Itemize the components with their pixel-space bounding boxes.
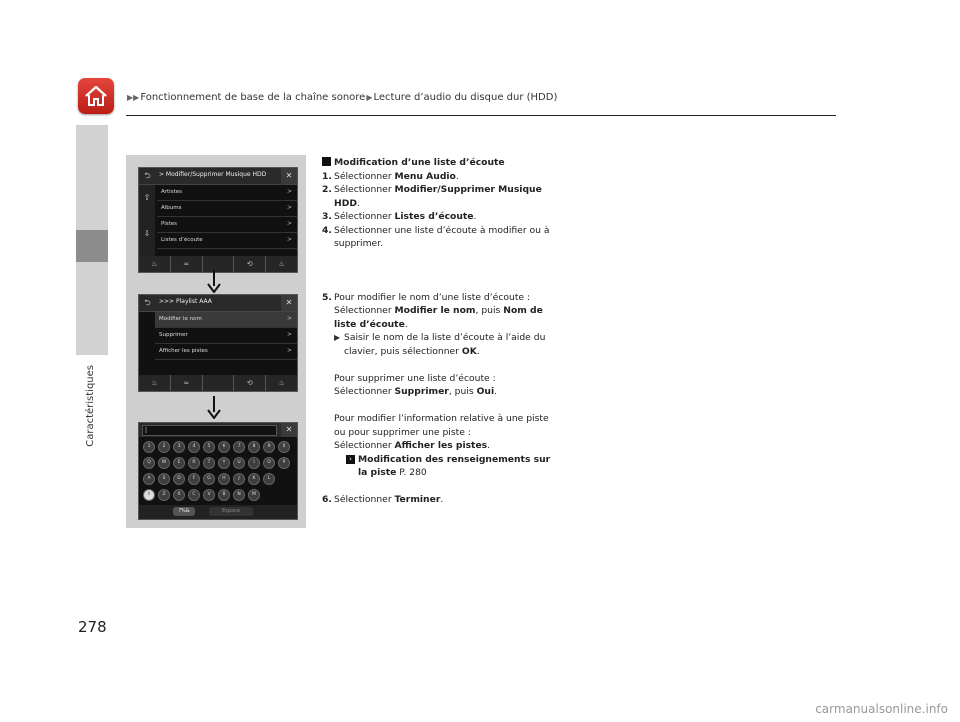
scroll-down-icon[interactable]: ⇩ bbox=[143, 229, 151, 238]
key[interactable]: X bbox=[173, 489, 185, 501]
square-bullet-icon bbox=[322, 157, 331, 166]
key[interactable]: W bbox=[158, 457, 170, 469]
screen-playlist bbox=[138, 294, 298, 392]
key[interactable]: Q bbox=[143, 457, 155, 469]
key[interactable]: 5 bbox=[203, 441, 215, 453]
list-item[interactable]: Listes d’écoute > bbox=[157, 233, 297, 249]
key[interactable]: P bbox=[278, 457, 290, 469]
list-item[interactable]: Modifier le nom > bbox=[155, 312, 297, 328]
list-item[interactable]: Albums > bbox=[157, 201, 297, 217]
key[interactable]: D bbox=[173, 473, 185, 485]
breadcrumb bbox=[126, 92, 557, 103]
recirculation-icon[interactable]: ⟲ bbox=[234, 375, 265, 391]
page-number: 278 bbox=[78, 618, 107, 636]
chevron-right-icon: > bbox=[286, 204, 292, 211]
home-button[interactable] bbox=[78, 78, 114, 114]
space-key[interactable]: Espace bbox=[209, 507, 253, 516]
key[interactable]: G bbox=[203, 473, 215, 485]
key[interactable]: 3 bbox=[173, 441, 185, 453]
key[interactable]: B bbox=[218, 489, 230, 501]
key[interactable]: 9 bbox=[263, 441, 275, 453]
keyboard-footer bbox=[139, 505, 297, 519]
chapter-label: Caractéristiques bbox=[85, 365, 96, 447]
key[interactable]: 4 bbox=[188, 441, 200, 453]
key[interactable]: Y bbox=[218, 457, 230, 469]
keyboard-row bbox=[143, 457, 290, 469]
back-icon[interactable]: ⮌ bbox=[144, 298, 151, 307]
key[interactable]: R bbox=[188, 457, 200, 469]
close-icon[interactable]: ✕ bbox=[281, 295, 297, 311]
recirculation-icon[interactable]: ⟲ bbox=[234, 256, 265, 272]
step-5-substep: ▶ Saisir le nom de la liste d’écoute à l’aide du clavier, puis sélectionner OK. bbox=[334, 332, 546, 357]
seat-heat-left-icon[interactable]: ♨ bbox=[139, 256, 170, 272]
screen-title: >>> Playlist AAA bbox=[159, 298, 212, 305]
breadcrumb-arrow-icon: ▶ bbox=[366, 93, 373, 102]
step-3: 3. Sélectionner Listes d’écoute. bbox=[322, 211, 477, 222]
screen-keyboard bbox=[138, 422, 298, 520]
key[interactable]: Z bbox=[158, 489, 170, 501]
key[interactable]: T bbox=[203, 457, 215, 469]
blank-key[interactable] bbox=[203, 375, 234, 391]
back-icon[interactable]: ⮌ bbox=[144, 171, 151, 180]
track-info-instructions: Pour modifier l’information relative à une piste ou pour supprimer une piste : Sélectionner Afficher les pistes. bbox=[334, 413, 549, 451]
step-6: 6. Sélectionner Terminer. bbox=[322, 494, 444, 505]
key[interactable]: 7 bbox=[233, 441, 245, 453]
step-arrow-icon bbox=[207, 270, 221, 294]
chapter-tab-selected bbox=[76, 230, 108, 262]
home-icon bbox=[83, 83, 109, 109]
chapter-tab-bar bbox=[76, 125, 108, 355]
section-heading: Modification d’une liste d’écoute bbox=[322, 156, 557, 170]
close-icon[interactable]: ✕ bbox=[281, 168, 297, 184]
key[interactable]: O bbox=[263, 457, 275, 469]
key[interactable]: I bbox=[248, 457, 260, 469]
cross-reference-link[interactable]: › Modification des renseignements sur la piste P. 280 bbox=[322, 453, 557, 480]
list-item[interactable]: Afficher les pistes > bbox=[155, 344, 297, 360]
list-item[interactable]: Artistes > bbox=[157, 185, 297, 201]
seat-heat-right-icon[interactable]: ♨ bbox=[266, 256, 297, 272]
step-4: 4. Sélectionner une liste d’écoute à modifier ou à supprimer. bbox=[322, 224, 550, 249]
step-2: 2. Sélectionner Modifier/Supprimer Musique HDD. bbox=[322, 184, 542, 209]
key[interactable]: C bbox=[188, 489, 200, 501]
keyboard-header bbox=[139, 423, 297, 437]
chevron-right-icon: > bbox=[286, 188, 292, 195]
name-input[interactable]: | bbox=[142, 425, 277, 436]
link-arrow-icon: › bbox=[346, 455, 355, 464]
list-item[interactable]: Supprimer > bbox=[155, 328, 297, 344]
instructions bbox=[322, 156, 557, 507]
watermark: carmanualsonline.info bbox=[815, 702, 948, 716]
key[interactable]: 0 bbox=[278, 441, 290, 453]
chevron-right-icon: > bbox=[286, 220, 292, 227]
screen-title: > Modifier/Supprimer Musique HDD bbox=[159, 171, 267, 178]
keyboard-row bbox=[143, 489, 260, 501]
symbols-key[interactable]: ?%& bbox=[173, 507, 195, 516]
key[interactable]: S bbox=[158, 473, 170, 485]
triangle-bullet-icon: ▶ bbox=[334, 333, 341, 342]
key[interactable]: E bbox=[173, 457, 185, 469]
keyboard-row bbox=[143, 441, 290, 453]
step-1: 1. Sélectionner Menu Audio. bbox=[322, 170, 459, 182]
keyboard-row bbox=[143, 473, 275, 485]
step-arrow-icon bbox=[207, 396, 221, 420]
screen-edit-delete-music bbox=[138, 167, 298, 273]
breadcrumb-arrow-icon: ▶▶ bbox=[127, 93, 140, 102]
scroll-column bbox=[139, 185, 155, 256]
scroll-up-icon[interactable]: ⇧ bbox=[143, 193, 151, 202]
key[interactable]: A bbox=[143, 473, 155, 485]
chevron-right-icon: > bbox=[286, 347, 292, 354]
key[interactable]: 8 bbox=[248, 441, 260, 453]
screen-header bbox=[139, 168, 297, 185]
header-divider bbox=[126, 115, 836, 116]
menu-list bbox=[155, 312, 297, 360]
step-5: 5. Pour modifier le nom d’une liste d’écoute : Sélectionner Modifier le nom, puis Nom de liste d’écoute. bbox=[322, 291, 543, 330]
key[interactable]: H bbox=[218, 473, 230, 485]
key[interactable]: N bbox=[233, 489, 245, 501]
key[interactable]: 1 bbox=[143, 441, 155, 453]
key[interactable]: K bbox=[248, 473, 260, 485]
breadcrumb-item[interactable]: Lecture d’audio du disque dur (HDD) bbox=[373, 92, 558, 103]
fan-icon[interactable]: ≈ bbox=[171, 256, 202, 272]
climate-bar bbox=[139, 375, 297, 391]
screen-header bbox=[139, 295, 297, 312]
chevron-right-icon: > bbox=[286, 315, 292, 322]
shift-key-icon[interactable]: ⇧ bbox=[143, 489, 155, 501]
key[interactable]: F bbox=[188, 473, 200, 485]
key[interactable]: 2 bbox=[158, 441, 170, 453]
chevron-right-icon: > bbox=[286, 236, 292, 243]
seat-heat-right-icon[interactable]: ♨ bbox=[266, 375, 297, 391]
key[interactable]: 6 bbox=[218, 441, 230, 453]
fan-icon[interactable]: ≈ bbox=[171, 375, 202, 391]
key[interactable]: J bbox=[233, 473, 245, 485]
close-icon[interactable]: ✕ bbox=[281, 423, 297, 437]
menu-list bbox=[157, 185, 297, 249]
key[interactable]: M bbox=[248, 489, 260, 501]
key[interactable]: V bbox=[203, 489, 215, 501]
delete-instructions: Pour supprimer une liste d’écoute : Sélectionner Supprimer, puis Oui. bbox=[334, 372, 498, 397]
key[interactable]: L bbox=[263, 473, 275, 485]
breadcrumb-item[interactable]: Fonctionnement de base de la chaîne sonore bbox=[140, 92, 366, 103]
list-item[interactable]: Pistes > bbox=[157, 217, 297, 233]
key[interactable]: U bbox=[233, 457, 245, 469]
chevron-right-icon: > bbox=[286, 331, 292, 338]
seat-heat-left-icon[interactable]: ♨ bbox=[139, 375, 170, 391]
